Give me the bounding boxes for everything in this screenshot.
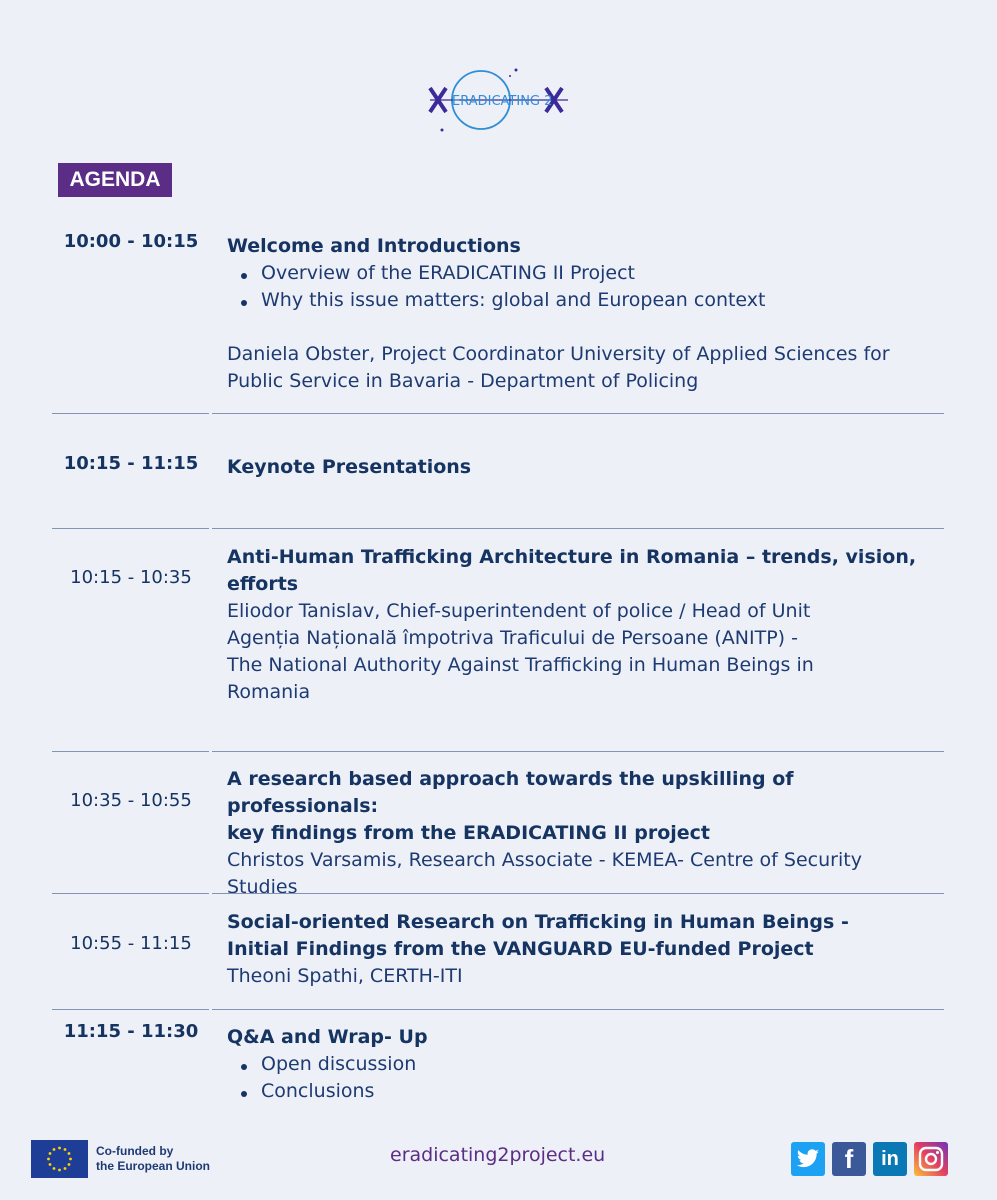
- facebook-icon[interactable]: f: [832, 1142, 866, 1176]
- speaker-line: The National Authority Against Trafficking in Human Beings in: [227, 654, 814, 676]
- eradicating-logo: [426, 66, 572, 136]
- social-links: [791, 1142, 948, 1176]
- speaker-line: Theoni Spathi, CERTH-ITI: [227, 965, 463, 987]
- bullet-item: Why this issue matters: global and European context: [227, 287, 947, 314]
- item-title: Initial Findings from the VANGUARD EU-funded Project: [227, 938, 814, 960]
- agenda-badge: AGENDA: [58, 163, 172, 197]
- agenda-item: [227, 233, 947, 395]
- bullet-item: Open discussion: [227, 1051, 947, 1078]
- item-title: key findings from the ERADICATING II project: [227, 822, 710, 844]
- time-slot: 10:15 - 11:15: [63, 453, 199, 474]
- item-title: Anti-Human Trafficking Architecture in Romania – trends, vision,: [227, 546, 917, 568]
- agenda-item: [227, 766, 947, 901]
- twitter-icon[interactable]: [791, 1142, 825, 1176]
- bullet-list: [227, 260, 947, 314]
- agenda-item: [227, 454, 947, 481]
- eu-cofunded: [31, 1140, 210, 1178]
- bullet-item: Overview of the ERADICATING II Project: [227, 260, 947, 287]
- agenda-item: [227, 544, 947, 706]
- item-title: Social-oriented Research on Trafficking in Human Beings -: [227, 911, 849, 933]
- linkedin-icon[interactable]: in: [873, 1142, 907, 1176]
- item-title: Q&A and Wrap- Up: [227, 1026, 428, 1048]
- item-title: Welcome and Introductions: [227, 235, 521, 257]
- bullet-list: [227, 1051, 947, 1105]
- speaker-line: Studies: [227, 876, 298, 898]
- eu-text-line: the European Union: [96, 1159, 210, 1173]
- item-title: efforts: [227, 573, 299, 595]
- eu-text-line: Co-funded by: [96, 1144, 174, 1158]
- speaker-line: Romania: [227, 681, 311, 703]
- instagram-icon[interactable]: [914, 1142, 948, 1176]
- time-slot: 10:55 - 11:15: [70, 933, 192, 954]
- svg-text:ERADICATING 2: ERADICATING 2: [452, 94, 553, 109]
- eu-flag-icon: [31, 1140, 88, 1178]
- time-slot: 11:15 - 11:30: [63, 1021, 199, 1042]
- time-slot: 10:35 - 10:55: [70, 790, 192, 811]
- speaker-line: Daniela Obster, Project Coordinator University of Applied Sciences for: [227, 343, 890, 365]
- speaker-line: Agenția Națională împotriva Traficului de Persoane (ANITP) -: [227, 627, 798, 649]
- item-title: Keynote Presentations: [227, 456, 472, 478]
- agenda-item: [227, 909, 947, 990]
- website-link[interactable]: eradicating2project.eu: [390, 1144, 606, 1166]
- speaker-line: Public Service in Bavaria - Department of Policing: [227, 370, 699, 392]
- time-slot: 10:00 - 10:15: [63, 231, 199, 252]
- speaker-line: Eliodor Tanislav, Chief-superintendent of police / Head of Unit: [227, 600, 811, 622]
- time-slot: 10:15 - 10:35: [70, 567, 192, 588]
- bullet-item: Conclusions: [227, 1078, 947, 1105]
- item-title: A research based approach towards the upskilling of professionals:: [227, 768, 794, 817]
- speaker-line: Christos Varsamis, Research Associate - KEMEA- Centre of Security: [227, 849, 862, 871]
- agenda-item: [227, 1024, 947, 1105]
